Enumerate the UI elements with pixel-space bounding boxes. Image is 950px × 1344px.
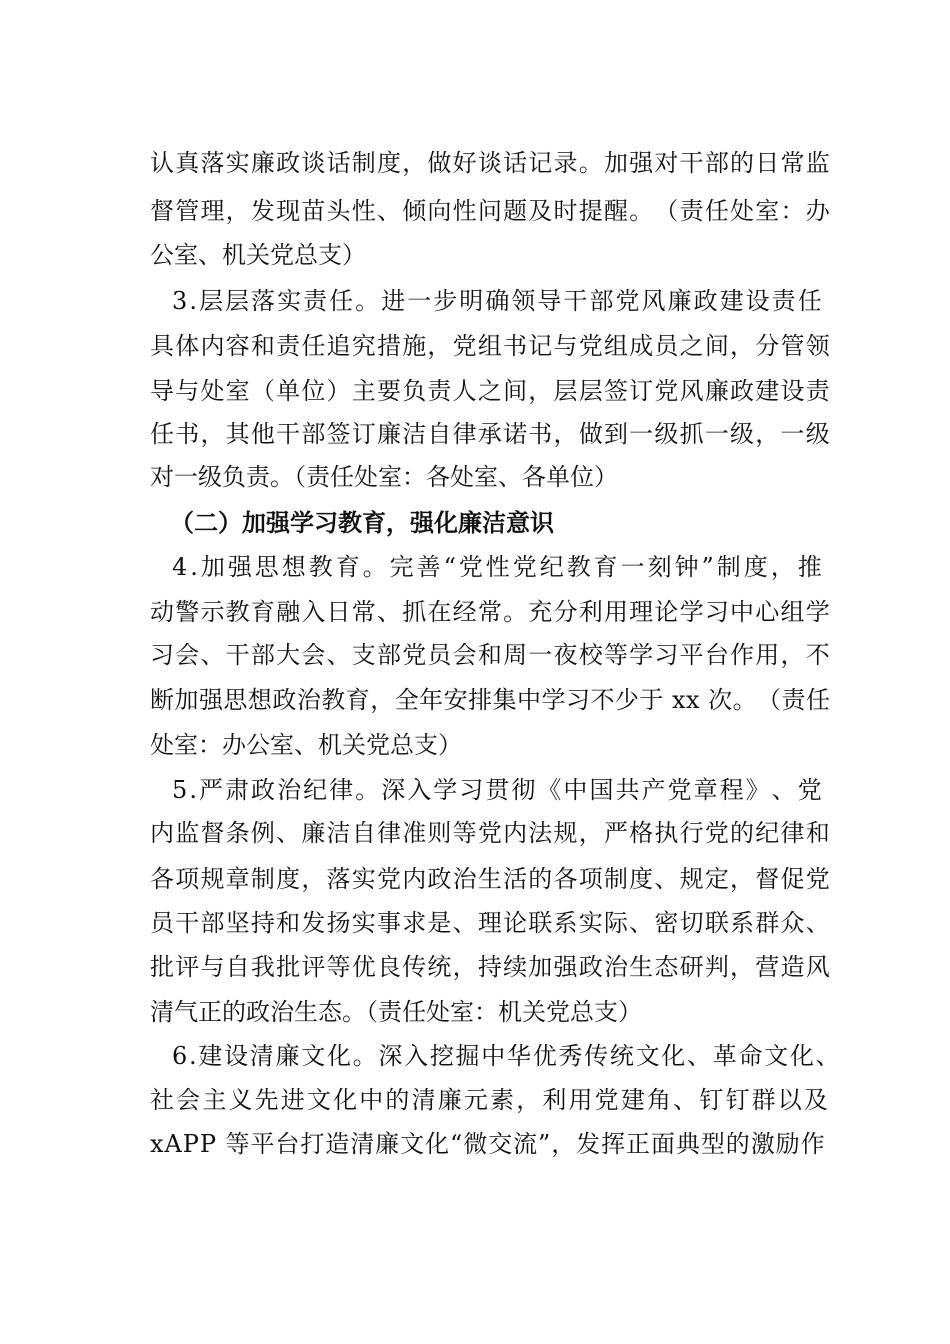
text-line: 各 项 规 章 制 度 ， 落 实 党 内 政 治 生 活 的 各 项 制 度 、 规 定 ， 督 促 党	[150, 865, 830, 893]
paragraph-start-line: 3 . 层 层 落 实 责 任 。 进 一 步 明 确 领 导 干 部 党 风 廉 政 建 设 责 任	[172, 287, 822, 315]
text-line: 员 干 部 坚 持 和 发 扬 实 事 求 是 、 理 论 联 系 实 际 、 密 切 联 系 群 众 、	[150, 909, 830, 937]
text-line: 任 书 ， 其 他 干 部 签 订 廉 洁 自 律 承 诺 书 ， 做 到 一 级 抓 一 级 ， 一 级	[150, 420, 830, 448]
text-line: 认 真 落 实 廉 政 谈 话 制 度 ， 做 好 谈 话 记 录 。 加 强 对 干 部 的 日 常 监	[150, 149, 830, 177]
text-line: 习 会 、 干 部 大 会 、 支 部 党 员 会 和 周 一 夜 校 等 学 习 平 台 作 用 ， 不	[150, 641, 830, 669]
text-line: 督 管 理 ， 发 现 苗 头 性 、 倾 向 性 问 题 及 时 提 醒 。 （ 责 任 处 室 ： 办	[150, 197, 830, 225]
text-line: 公室、机关党总支）	[150, 241, 366, 269]
text-line: 社 会 主 义 先 进 文 化 中 的 清 廉 元 素 ， 利 用 党 建 角 、 钉 钉 群 以 及	[150, 1086, 828, 1114]
paragraph-start-line: 4 . 加 强 思 想 教 育 。 完 善 “ 党 性 党 纪 教 育 一 刻 钟 ” 制 度 ， 推	[172, 553, 822, 581]
text-line: 内 监 督 条 例 、 廉 洁 自 律 准 则 等 党 内 法 规 ， 严 格 执 行 党 的 纪 律 和	[150, 819, 830, 847]
text-line: 处室：办公室、机关党总支）	[150, 731, 462, 759]
section-heading: （二）加强学习教育，强化廉洁意识	[170, 508, 554, 537]
text-line: x A P P 等 平 台 打 造 清 廉 文 化 “ 微 交 流 ” ， 发 挥 正 面 典 型 的 激 励 作	[150, 1130, 825, 1158]
text-line: 具 体 内 容 和 责 任 追 究 措 施 ， 党 组 书 记 与 党 组 成 员 之 间 ， 分 管 领	[150, 332, 830, 360]
text-line: 对一级负责。（责任处室：各处室、各单位）	[150, 463, 618, 491]
text-line: 清气正的政治生态。（责任处室：机关党总支）	[150, 998, 642, 1026]
text-line: 导 与 处 室 （ 单 位 ） 主 要 负 责 人 之 间 ， 层 层 签 订 党 风 廉 政 建 设 责	[150, 377, 830, 405]
paragraph-start-line: 5 . 严 肃 政 治 纪 律 。 深 入 学 习 贯 彻 《 中 国 共 产 党 章 程 》 、 党	[172, 776, 822, 804]
paragraph-start-line: 6 . 建 设 清 廉 文 化 。 深 入 挖 掘 中 华 优 秀 传 统 文 化 、 革 命 文 化 、	[172, 1042, 840, 1070]
text-line: 批 评 与 自 我 批 评 等 优 良 传 统 ， 持 续 加 强 政 治 生 态 研 判 ， 营 造 风	[150, 953, 830, 981]
text-line: 断 加 强 思 想 政 治 教 育 ， 全 年 安 排 集 中 学 习 不 少 于 x x 次 。 （ 责 任	[150, 686, 830, 714]
text-line: 动 警 示 教 育 融 入 日 常 、 抓 在 经 常 。 充 分 利 用 理 论 学 习 中 心 组 学	[150, 598, 830, 626]
